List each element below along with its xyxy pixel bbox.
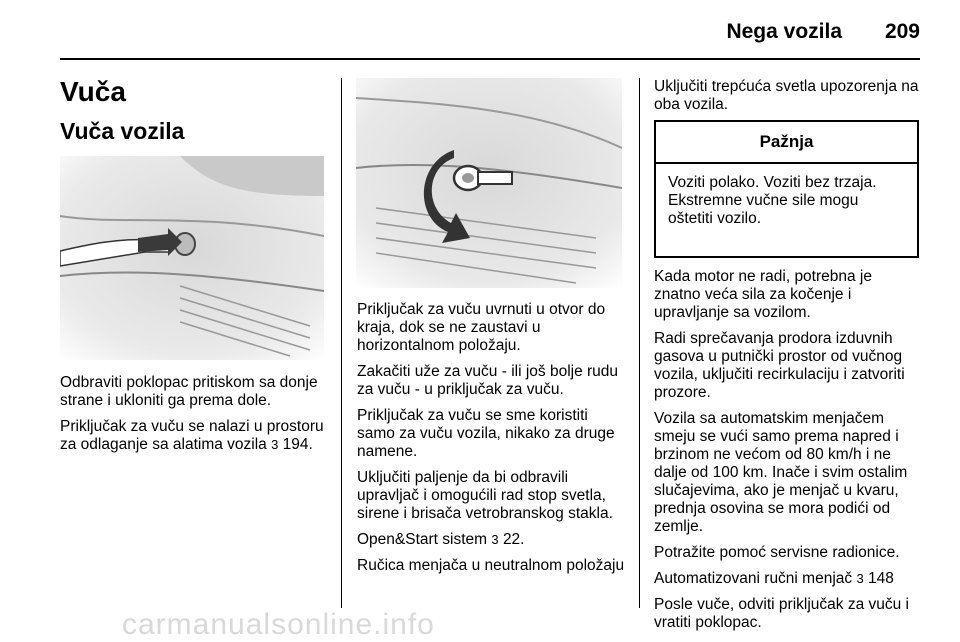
paragraph: Priključak za vuču se sme koristiti samo za vuču vozila, nikako za druge namene. (357, 407, 615, 460)
paragraph-text: Priključak za vuču se nalazi u prostoru za odlaganje sa alatima vozila (60, 418, 324, 453)
paragraph: Odbraviti poklopac pritiskom sa donje strane i ukloniti ga prema dole. (60, 374, 318, 409)
paragraph: Uključiti paljenje da bi odbravili upravljač i omogućili rad stop svetla, sirene i brisača vetrobranskog stakla. (357, 469, 613, 522)
cover-removal-illustration (60, 156, 324, 360)
paragraph (357, 531, 629, 549)
paragraph (60, 418, 328, 454)
paragraph: Potražite pomoć servisne radionice. (654, 544, 900, 561)
page-reference: 194. (282, 436, 313, 453)
tow-hook-screw-figure (356, 78, 622, 288)
paragraph (654, 570, 922, 588)
paragraph-text: Open&Start sistem (357, 531, 488, 548)
warning-body: Voziti polako. Voziti bez trzaja. Ekstremne vučne sile mogu oštetiti vozilo. (668, 174, 877, 227)
watermark: carmanualsonline.info (122, 608, 435, 641)
paragraph: Kada motor ne radi, potrebna je znatno veća sila za kočenje i upravljanje sa vozilom. (654, 268, 872, 321)
column-2 (357, 301, 629, 583)
running-header-title: Nega vozila (726, 20, 842, 43)
paragraph: Vozila sa automatskim menjačem smeju se vući samo prema napred i brzinom ne većom od 80 km/h i ne dalje od 100 km. Inače i svim ostalim slučajevima, ako je menjač u kvaru, prednja osovina se mora podići od zemlje. (654, 410, 908, 535)
paragraph: Zakačiti uže za vuču - ili još bolje rudu za vuču - u priključak za vuču. (357, 363, 619, 398)
header-rule (60, 58, 920, 60)
paragraph-text: Automatizovani ručni menjač (654, 570, 853, 587)
page-number: 209 (884, 20, 920, 43)
paragraph: Priključak za vuču uvrnuti u otvor do kraja, dok se ne zaustavi u horizontalnom položaju. (357, 301, 606, 354)
section-title: Vuča (60, 76, 126, 107)
paragraph: Ručica menjača u neutralnom položaju (357, 557, 625, 574)
page-reference: 22. (502, 531, 525, 548)
column-1 (60, 374, 328, 462)
page-reference-icon: 3 (491, 532, 499, 547)
paragraph: Uključiti trepćuća svetla upozorenja na oba vozila. (654, 78, 919, 113)
page-reference-icon: 3 (271, 437, 279, 452)
warning-title: Pažnja (656, 122, 917, 164)
column-3 (654, 268, 922, 640)
cover-removal-figure (60, 156, 324, 360)
paragraph: Radi sprečavanja prodora izduvnih gasova u putnički prostor od vučnog vozila, uključiti recirkulaciju i zatvoriti prozore. (654, 330, 905, 401)
column-divider-2 (639, 78, 640, 608)
page-reference: 148 (868, 570, 894, 587)
paragraph: Posle vuče, odviti priključak za vuču i vratiti poklopac. (654, 596, 910, 631)
column-3-intro (654, 78, 920, 122)
warning-box (654, 120, 919, 258)
page-reference-icon: 3 (856, 571, 864, 586)
column-divider-1 (341, 78, 342, 608)
tow-hook-screw-illustration (356, 78, 622, 288)
section-subtitle: Vuča vozila (60, 118, 185, 144)
